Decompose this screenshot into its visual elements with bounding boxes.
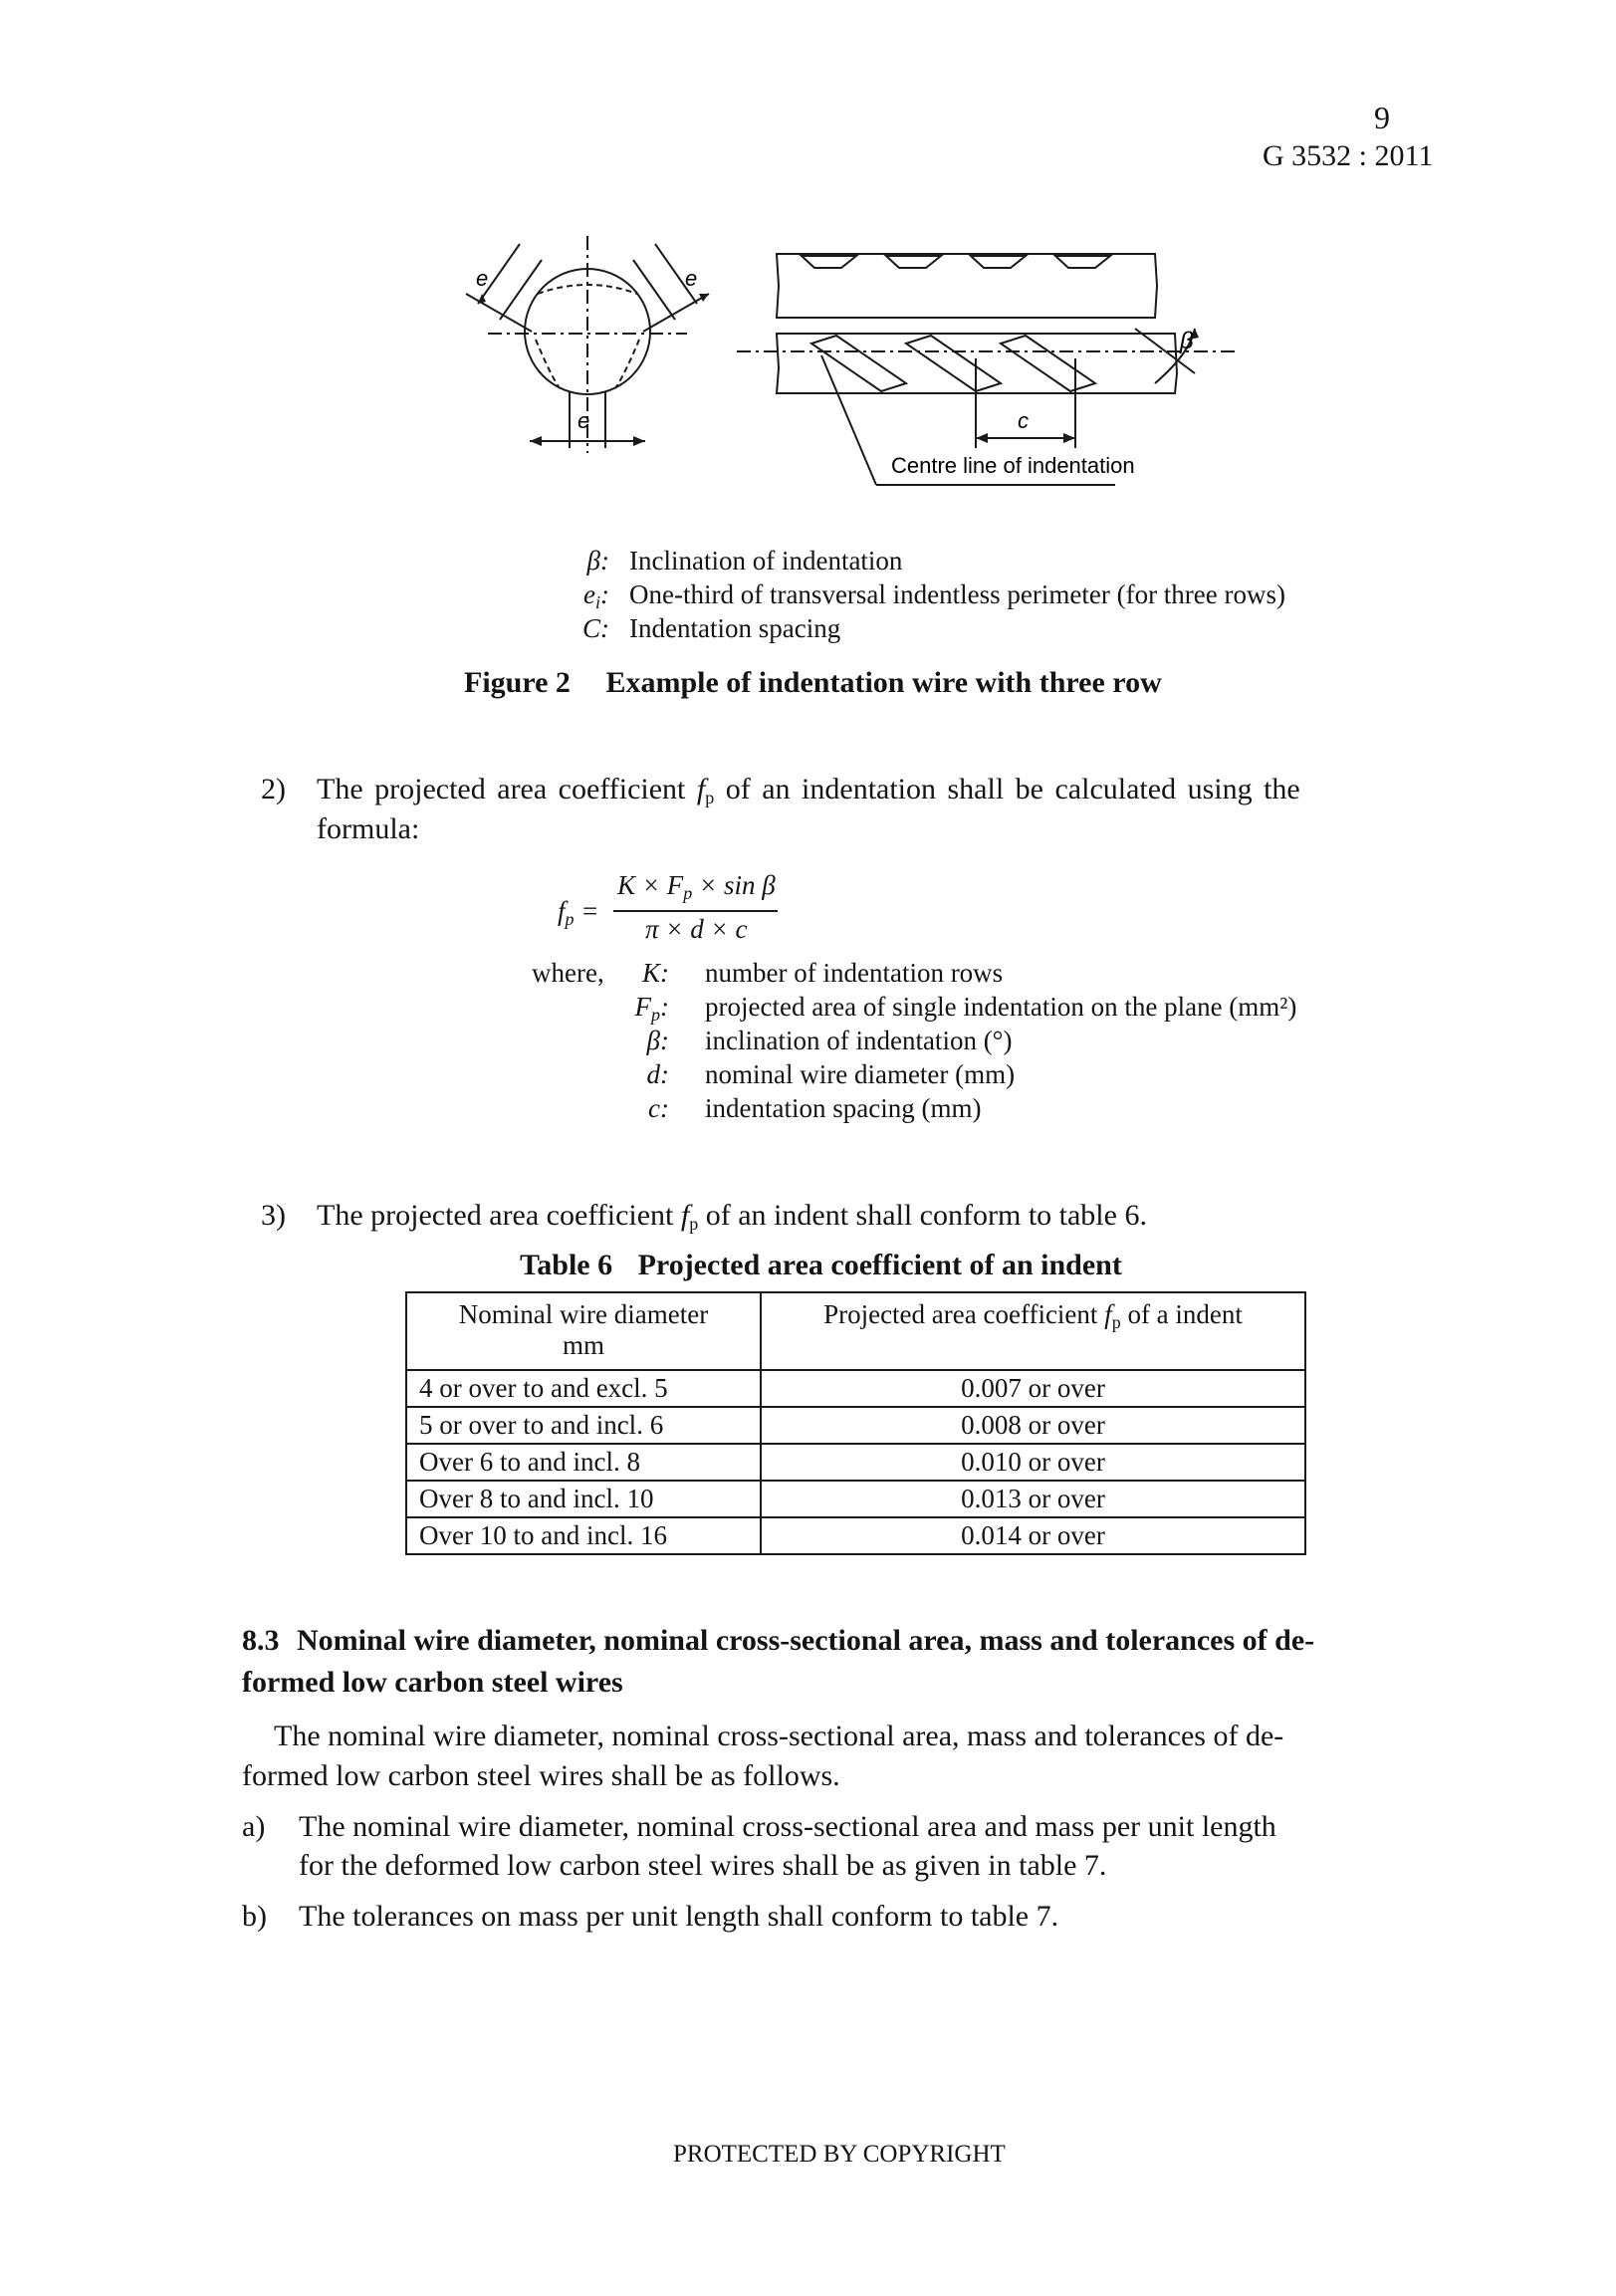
variable-text: projected area of single indentation on the plane (mm²)	[705, 992, 1297, 1022]
cell-coefficient: 0.010 or over	[761, 1444, 1305, 1481]
variable-text: number of indentation rows	[705, 958, 1004, 988]
item-b-marker: b)	[242, 1900, 267, 1933]
item-2-marker: 2)	[261, 773, 286, 805]
header-nominal-diameter: Nominal wire diameter mm	[406, 1292, 761, 1370]
variable-symbol: $F_p$:	[634, 992, 669, 1025]
legend-row	[560, 579, 1285, 613]
legend-symbol: $e_i$:	[583, 579, 609, 612]
legend-symbol: C:	[581, 613, 609, 643]
section-para-line1: The nominal wire diameter, nominal cross-sectional area, mass and tolerances of de-	[274, 1720, 1284, 1752]
item-a-line1: The nominal wire diameter, nominal cross-sectional area and mass per unit length	[299, 1810, 1276, 1843]
item-2-line2: formula:	[317, 812, 420, 845]
variable-symbol: β:	[646, 1026, 669, 1055]
label-ei-bottom: e	[577, 408, 590, 433]
formula-lhs: $f_p$ =	[558, 896, 599, 929]
variable-row	[617, 958, 1296, 992]
item-a-line2: for the deformed low carbon steel wires shall be as given in table 7.	[299, 1849, 1107, 1882]
figure-legend	[560, 546, 1285, 647]
table-6-caption-number: Table 6	[520, 1249, 613, 1281]
item-3	[261, 1199, 1456, 1233]
where-label: where,	[532, 958, 604, 988]
cell-diameter: 4 or over to and excl. 5	[406, 1370, 761, 1407]
cell-diameter: Over 6 to and incl. 8	[406, 1444, 761, 1481]
item-2	[261, 773, 1456, 806]
legend-symbol: β:	[586, 546, 609, 575]
variable-symbol: d:	[646, 1059, 669, 1089]
figure-caption	[464, 666, 1162, 700]
table-row	[406, 1517, 1305, 1554]
formula-fraction-bar	[613, 910, 778, 912]
cell-coefficient: 0.007 or over	[761, 1370, 1305, 1407]
section-title-line2: formed low carbon steel wires	[242, 1666, 623, 1699]
standard-id: G 3532 : 2011	[1263, 139, 1434, 172]
formula-numerator: $K \times F_p \times \sin \beta$	[617, 870, 776, 903]
variable-text: nominal wire diameter (mm)	[705, 1059, 1016, 1089]
variable-row	[617, 1026, 1296, 1059]
table-header-row	[406, 1292, 1305, 1370]
section-8-3-heading	[242, 1624, 1314, 1658]
variable-list	[617, 958, 1296, 1127]
cell-diameter: Over 10 to and incl. 16	[406, 1517, 761, 1554]
page-number: 9	[1374, 100, 1390, 135]
variable-row	[617, 992, 1296, 1026]
item-2-line1: The projected area coefficient $f_p$ of an indentation shall be calculated using the	[317, 773, 1300, 807]
item-b-text: The tolerances on mass per unit length shall conform to table 7.	[299, 1900, 1059, 1933]
variable-symbol: c:	[648, 1093, 669, 1123]
cell-diameter: 5 or over to and incl. 6	[406, 1407, 761, 1444]
item-3-text: The projected area coefficient $f_p$ of an indent shall conform to table 6.	[317, 1199, 1147, 1234]
cell-coefficient: 0.013 or over	[761, 1481, 1305, 1517]
variable-row	[617, 1093, 1296, 1127]
item-a-marker: a)	[242, 1810, 266, 1843]
label-ei-left: e	[476, 266, 489, 291]
cell-coefficient: 0.008 or over	[761, 1407, 1305, 1444]
variable-symbol: K:	[641, 958, 669, 988]
centre-line-label: Centre line of indentation	[891, 453, 1135, 478]
copyright-footer: PROTECTED BY COPYRIGHT	[673, 2141, 1006, 2168]
legend-text: One-third of transversal indentless perimeter (for three rows)	[629, 579, 1286, 609]
table-row	[406, 1407, 1305, 1444]
cell-diameter: Over 8 to and incl. 10	[406, 1481, 761, 1517]
label-c: c	[1018, 408, 1029, 433]
table-6-caption-title: Projected area coefficient of an indent	[637, 1249, 1122, 1281]
figure-2-drawing	[438, 224, 1265, 513]
table-row	[406, 1444, 1305, 1481]
formula-denominator: π × d × c	[645, 914, 748, 944]
legend-row	[560, 613, 1285, 647]
variable-row	[617, 1059, 1296, 1093]
item-3-marker: 3)	[261, 1199, 286, 1232]
table-row	[406, 1370, 1305, 1407]
header-projected-coefficient: Projected area coefficient $f_p$ of a indent	[761, 1292, 1305, 1370]
table-6	[405, 1291, 1306, 1555]
section-number: 8.3	[242, 1624, 280, 1657]
label-ei-right: e	[685, 266, 698, 291]
variable-text: inclination of indentation (°)	[705, 1026, 1013, 1055]
section-para-line2: formed low carbon steel wires shall be as follows.	[242, 1759, 840, 1792]
section-title-line1: Nominal wire diameter, nominal cross-sectional area, mass and tolerances of de-	[297, 1624, 1315, 1657]
legend-row	[560, 546, 1285, 579]
variable-text: indentation spacing (mm)	[705, 1093, 982, 1123]
table-6-caption	[520, 1249, 1122, 1282]
figure-caption-title: Example of indentation wire with three row	[605, 666, 1162, 699]
legend-text: Inclination of indentation	[629, 546, 903, 575]
cell-coefficient: 0.014 or over	[761, 1517, 1305, 1554]
legend-text: Indentation spacing	[629, 613, 841, 643]
table-row	[406, 1481, 1305, 1517]
label-beta: β	[1180, 328, 1194, 354]
figure-caption-number: Figure 2	[464, 666, 571, 699]
formula	[558, 870, 787, 948]
